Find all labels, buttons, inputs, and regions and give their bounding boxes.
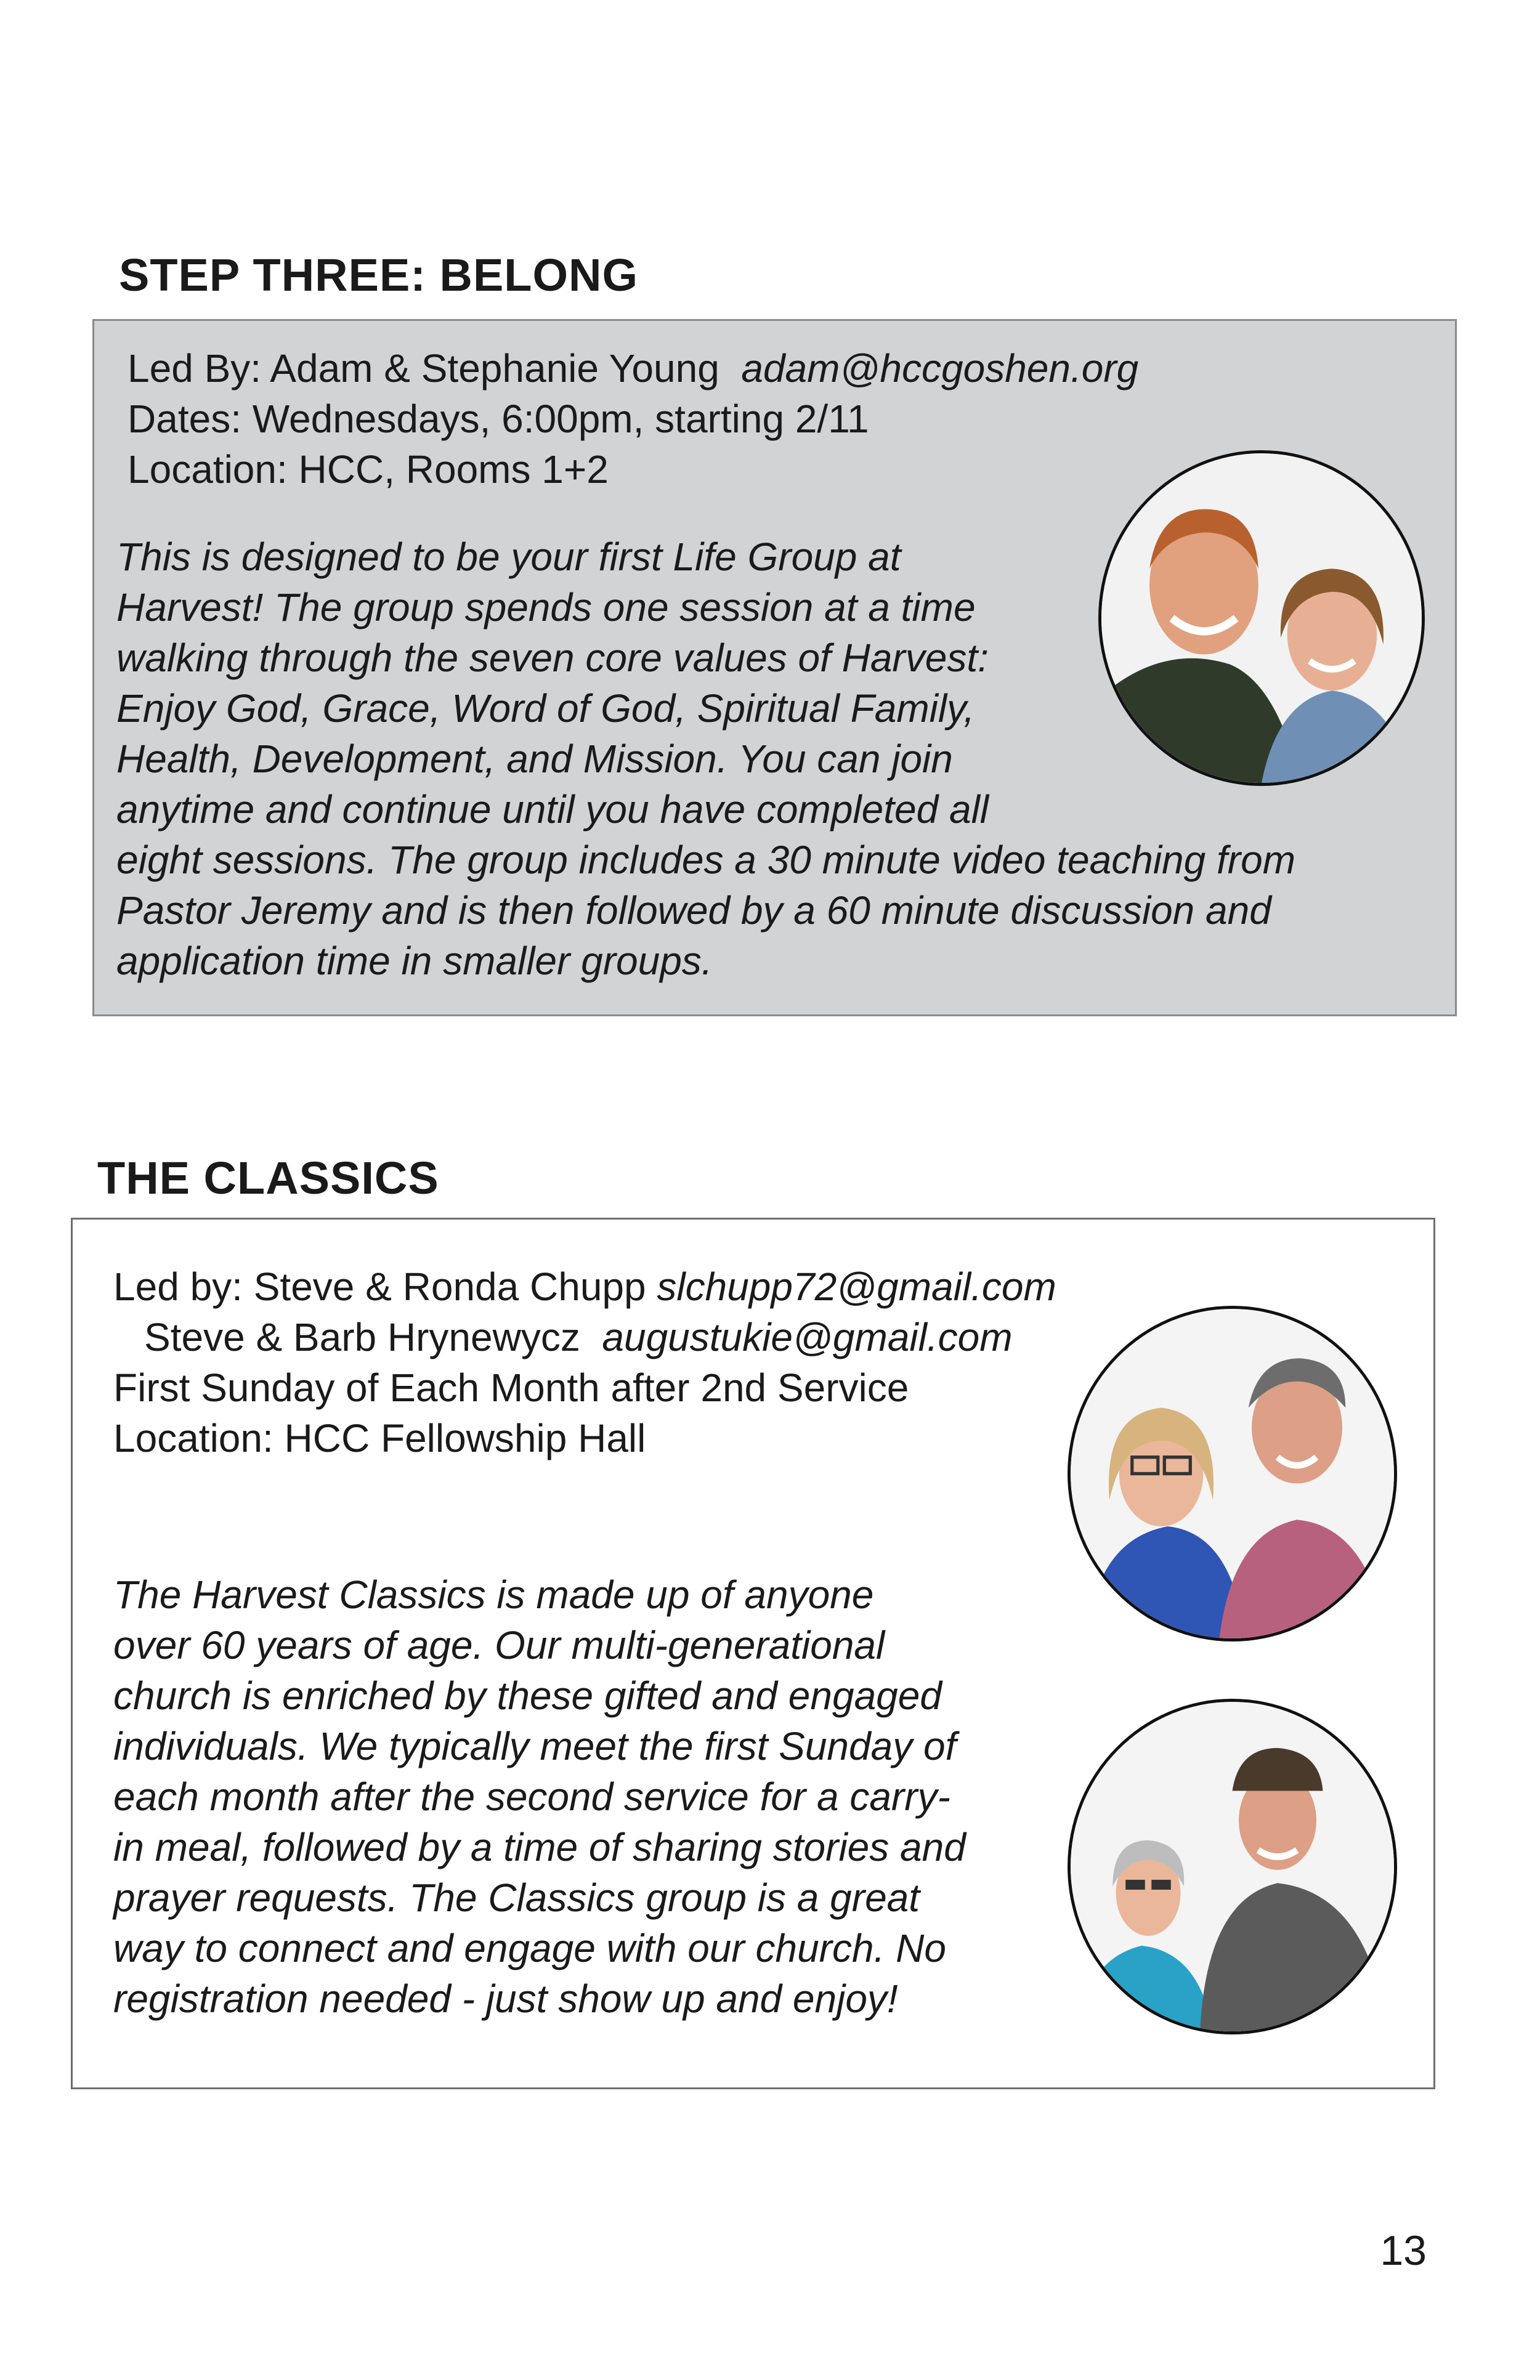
- description-line: Health, Development, and Mission. You can join: [116, 737, 953, 781]
- description-line: application time in smaller groups.: [116, 939, 713, 983]
- description-line: church is enriched by these gifted and engaged: [113, 1674, 942, 1718]
- classics-description: [113, 1569, 966, 2024]
- description-line: over 60 years of age. Our multi-generational: [113, 1623, 885, 1667]
- page-number: 13: [1380, 2227, 1427, 2274]
- description-line: prayer requests. The Classics group is a great: [113, 1876, 920, 1920]
- dates-line: Dates: Wednesdays, 6:00pm, starting 2/11: [128, 397, 869, 441]
- description-line: in meal, followed by a time of sharing stories and: [113, 1825, 966, 1869]
- location-line: Location: HCC, Rooms 1+2: [128, 447, 609, 492]
- leader-line: [113, 1264, 1056, 1309]
- leader-email[interactable]: adam@hccgoshen.org: [741, 346, 1139, 391]
- description-line: registration needed - just show up and enjoy!: [113, 1977, 898, 2021]
- leaders-photo-young: [1098, 450, 1425, 786]
- leader-email-2[interactable]: augustukie@gmail.com: [602, 1315, 1013, 1359]
- leader-label: Led by: Steve & Ronda Chupp: [113, 1265, 646, 1309]
- leader-label: Led By: Adam & Stephanie Young: [128, 346, 719, 391]
- description-line: This is designed to be your first Life Group at: [116, 535, 901, 579]
- location-line: Location: HCC Fellowship Hall: [113, 1416, 646, 1460]
- schedule-line: First Sunday of Each Month after 2nd Service: [113, 1366, 909, 1410]
- classics-info-box: [71, 1218, 1435, 2089]
- leader-line: [128, 346, 1138, 391]
- leader2-line: [144, 1314, 1013, 1360]
- description-line: Harvest! The group spends one session at a time: [116, 585, 976, 629]
- description-line: each month after the second service for a carry-: [113, 1775, 950, 1819]
- description-line: individuals. We typically meet the first Sunday of: [113, 1724, 957, 1768]
- leader2-name: Steve & Barb Hrynewycz: [144, 1315, 580, 1359]
- description-line: way to connect and engage with our church. No: [113, 1926, 946, 1970]
- description-line: walking through the seven core values of Harvest:: [116, 636, 989, 680]
- leader-email-1[interactable]: slchupp72@gmail.com: [657, 1265, 1056, 1309]
- leaders-photo-hrynewycz: [1068, 1699, 1397, 2034]
- section-heading-classics: THE CLASSICS: [97, 1152, 439, 1204]
- step-three-info-box: [92, 319, 1457, 1016]
- description-line: The Harvest Classics is made up of anyone: [113, 1572, 874, 1617]
- description-line: Pastor Jeremy and is then followed by a 60 minute discussion and: [116, 888, 1271, 933]
- description-line: eight sessions. The group includes a 30 minute video teaching from: [116, 838, 1295, 882]
- description-line: Enjoy God, Grace, Word of God, Spiritual Family,: [116, 686, 975, 731]
- description-line: anytime and continue until you have completed all: [116, 787, 989, 832]
- section-heading-step-three: STEP THREE: BELONG: [119, 249, 639, 301]
- leaders-photo-chupp: [1068, 1306, 1397, 1641]
